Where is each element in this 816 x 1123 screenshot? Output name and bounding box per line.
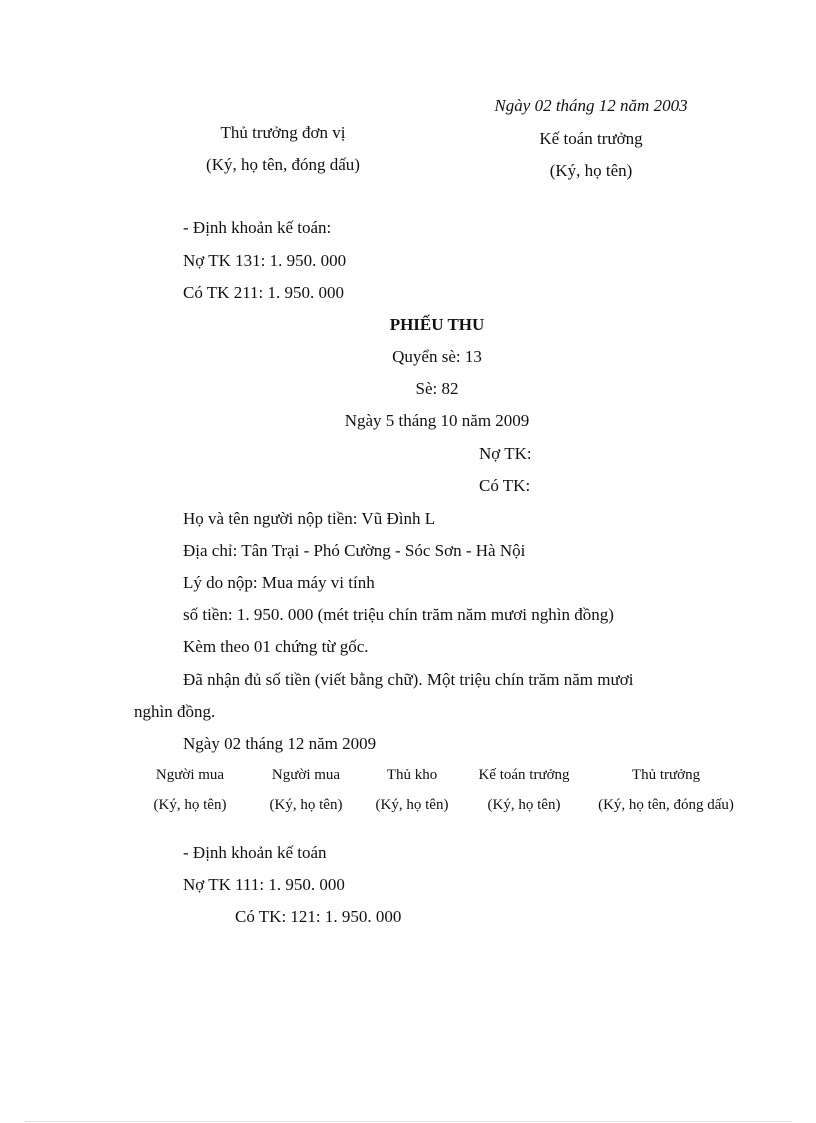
signature-note: (Ký, họ tên) [487, 797, 561, 813]
payer-address: Địa chỉ: Tân Trại - Phó Cường - Sóc Sơn - Hà Nội [183, 541, 526, 560]
attached-documents: Kèm theo 01 chứng từ gốc. [183, 637, 369, 656]
head-of-unit-title: Thủ trưởng đơn vị [220, 123, 346, 142]
entry-2-credit: Có TK: 121: 1. 950. 000 [235, 907, 402, 926]
receipt-book: Quyển sè: 13 [392, 347, 482, 366]
signature-date: Ngày 02 tháng 12 năm 2003 [494, 96, 688, 115]
received-amount-line-1: Đã nhận đủ số tiền (viết bằng chữ). Một triệu chín trăm năm mươi [183, 670, 634, 689]
signature-note: (Ký, họ tên, đóng dấu) [598, 797, 734, 813]
entry-1-debit: Nợ TK 131: 1. 950. 000 [183, 251, 347, 270]
payment-reason: Lý do nộp: Mua máy vi tính [183, 573, 375, 592]
signature-title: Người mua [271, 767, 341, 783]
payment-amount: số tiền: 1. 950. 000 (mét triệu chín trăm năm mươi nghìn đồng) [183, 605, 614, 624]
received-amount-line-2: nghìn đồng. [134, 702, 216, 721]
payer-name: Họ và tên người nộp tiền: Vũ Đình L [183, 509, 436, 528]
debit-account: Nợ TK: [479, 444, 532, 463]
entry-1-credit: Có TK 211: 1. 950. 000 [183, 283, 345, 302]
chief-accountant-title: Kế toán trưởng [539, 129, 643, 148]
receipt-sign-date: Ngày 02 tháng 12 năm 2009 [183, 734, 377, 753]
receipt-date: Ngày 5 tháng 10 năm 2009 [344, 411, 530, 430]
entry-2-debit: Nợ TK 111: 1. 950. 000 [183, 875, 345, 894]
entry-1-heading: - Định khoản kế toán: [183, 218, 332, 237]
signature-title: Kế toán trưởng [478, 767, 570, 783]
chief-accountant-note: (Ký, họ tên) [549, 161, 633, 180]
credit-account: Có TK: [479, 476, 531, 495]
signature-title: Thủ trưởng [631, 767, 701, 783]
receipt-number: Sè: 82 [415, 379, 459, 398]
signature-title: Thủ kho [386, 767, 438, 783]
head-of-unit-note: (Ký, họ tên, đóng dấu) [206, 155, 360, 174]
signature-title: Người mua [155, 767, 225, 783]
page-bottom-rule [25, 1121, 791, 1122]
signature-note: (Ký, họ tên) [269, 797, 343, 813]
receipt-title: PHIẾU THU [389, 315, 485, 334]
signature-note: (Ký, họ tên) [375, 797, 449, 813]
entry-2-heading: - Định khoản kế toán [183, 843, 327, 862]
signature-note: (Ký, họ tên) [153, 797, 227, 813]
